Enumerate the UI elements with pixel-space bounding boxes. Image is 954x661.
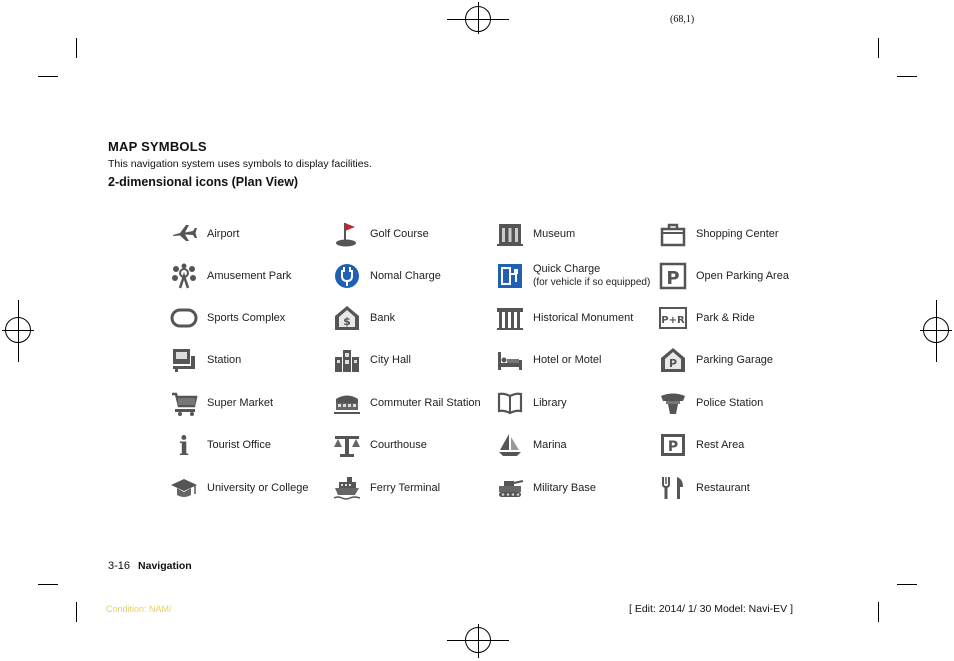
symbol-label: Park & Ride — [696, 311, 755, 324]
bank-icon — [331, 302, 363, 334]
subsection-title: 2-dimensional icons (Plan View) — [108, 175, 299, 189]
symbol-library — [494, 387, 656, 419]
airport-icon — [168, 218, 200, 250]
svg-text:P: P — [666, 268, 680, 289]
crop-mark — [76, 602, 77, 622]
symbol-university — [168, 472, 330, 504]
symbol-ferry-terminal — [331, 472, 493, 504]
rail-station-icon — [331, 387, 363, 419]
symbol-city-hall — [331, 344, 493, 376]
svg-text:P: P — [668, 357, 678, 370]
library-icon — [494, 387, 526, 419]
section-name: Navigation — [138, 560, 192, 572]
symbol-golf-course — [331, 218, 493, 250]
symbol-tourist-office — [168, 429, 330, 461]
park-and-ride-icon — [657, 302, 689, 334]
marina-icon — [494, 429, 526, 461]
sports-complex-icon — [168, 302, 200, 334]
museum-icon — [494, 218, 526, 250]
symbol-marina — [494, 429, 656, 461]
crop-mark — [38, 584, 58, 585]
symbol-label: Sports Complex — [207, 311, 286, 324]
symbol-label: Parking Garage — [696, 353, 774, 366]
svg-text:P+R: P+R — [661, 315, 685, 326]
courthouse-icon — [331, 429, 363, 461]
page-code: (68,1) — [670, 14, 695, 25]
parking-garage-icon — [657, 344, 689, 376]
intro-text: This navigation system uses symbols to display facilities. — [108, 158, 372, 170]
symbol-label: Marina — [533, 438, 567, 451]
svg-text:i: i — [179, 432, 189, 459]
university-icon — [168, 472, 200, 504]
symbol-restaurant — [657, 472, 819, 504]
symbol-normal-charge — [331, 260, 493, 292]
normal-charge-icon — [331, 260, 363, 292]
amusement-park-icon — [168, 260, 200, 292]
symbol-courthouse — [331, 429, 493, 461]
condition-note: Condition: NAM/ — [106, 604, 172, 614]
rest-area-icon — [657, 429, 689, 461]
symbol-label: Commuter Rail Station — [370, 396, 481, 409]
crop-mark — [897, 584, 917, 585]
symbol-label: Shopping Center — [696, 227, 779, 240]
page-footer — [108, 560, 192, 572]
symbol-label: Airport — [207, 227, 240, 240]
symbol-label: Library — [533, 396, 567, 409]
symbol-label: Super Market — [207, 396, 274, 409]
station-icon — [168, 344, 200, 376]
symbol-shopping-center — [657, 218, 819, 250]
symbol-label: Golf Course — [370, 227, 429, 240]
quick-charge-icon — [494, 260, 526, 292]
symbol-label: Tourist Office — [207, 438, 271, 451]
symbol-park-and-ride — [657, 302, 819, 334]
symbol-label: Open Parking Area — [696, 269, 789, 282]
symbol-historical-monument — [494, 302, 656, 334]
symbol-label: Quick Charge (for vehicle if so equipped) — [533, 263, 651, 288]
tourist-office-icon — [168, 429, 200, 461]
symbol-police-station — [657, 387, 819, 419]
crop-mark — [878, 602, 879, 622]
ferry-terminal-icon — [331, 472, 363, 504]
symbol-commuter-rail — [331, 387, 493, 419]
section-title: MAP SYMBOLS — [108, 139, 207, 154]
shopping-center-icon — [657, 218, 689, 250]
symbol-amusement-park — [168, 260, 330, 292]
crop-mark — [76, 38, 77, 58]
symbol-label: Rest Area — [696, 438, 745, 451]
symbol-label: University or College — [207, 481, 309, 494]
symbol-parking-garage — [657, 344, 819, 376]
restaurant-icon — [657, 472, 689, 504]
symbol-label: Courthouse — [370, 438, 427, 451]
symbol-label: Restaurant — [696, 481, 750, 494]
symbol-label: Station — [207, 353, 242, 366]
symbol-quick-charge — [494, 260, 656, 292]
symbol-label: Bank — [370, 311, 396, 324]
symbol-bank — [331, 302, 493, 334]
symbol-label: Amusement Park — [207, 269, 292, 282]
symbol-label: Military Base — [533, 481, 596, 494]
symbol-label: Ferry Terminal — [370, 481, 441, 494]
svg-text:P: P — [667, 439, 679, 455]
golf-course-icon — [331, 218, 363, 250]
city-hall-icon — [331, 344, 363, 376]
symbol-label: Hotel or Motel — [533, 353, 602, 366]
symbol-station — [168, 344, 330, 376]
crop-mark — [878, 38, 879, 58]
map-symbols-grid — [168, 218, 808, 518]
symbol-label: Nomal Charge — [370, 269, 441, 282]
page-number: 3-16 — [108, 560, 131, 572]
symbol-label: Police Station — [696, 396, 764, 409]
historical-monument-icon — [494, 302, 526, 334]
military-base-icon — [494, 472, 526, 504]
crop-mark — [897, 76, 917, 77]
symbol-rest-area — [657, 429, 819, 461]
symbol-military-base — [494, 472, 656, 504]
symbol-museum — [494, 218, 656, 250]
symbol-sports-complex — [168, 302, 330, 334]
hotel-icon — [494, 344, 526, 376]
edit-info: [ Edit: 2014/ 1/ 30 Model: Navi-EV ] — [629, 603, 794, 615]
symbol-hotel — [494, 344, 656, 376]
crop-mark — [38, 76, 58, 77]
open-parking-icon — [657, 260, 689, 292]
svg-text:$: $ — [343, 315, 351, 328]
symbol-super-market — [168, 387, 330, 419]
symbol-open-parking — [657, 260, 819, 292]
symbol-airport — [168, 218, 330, 250]
symbol-label: Historical Monument — [533, 311, 634, 324]
symbol-label: Museum — [533, 227, 576, 240]
super-market-icon — [168, 387, 200, 419]
symbol-label: City Hall — [370, 353, 411, 366]
police-station-icon — [657, 387, 689, 419]
